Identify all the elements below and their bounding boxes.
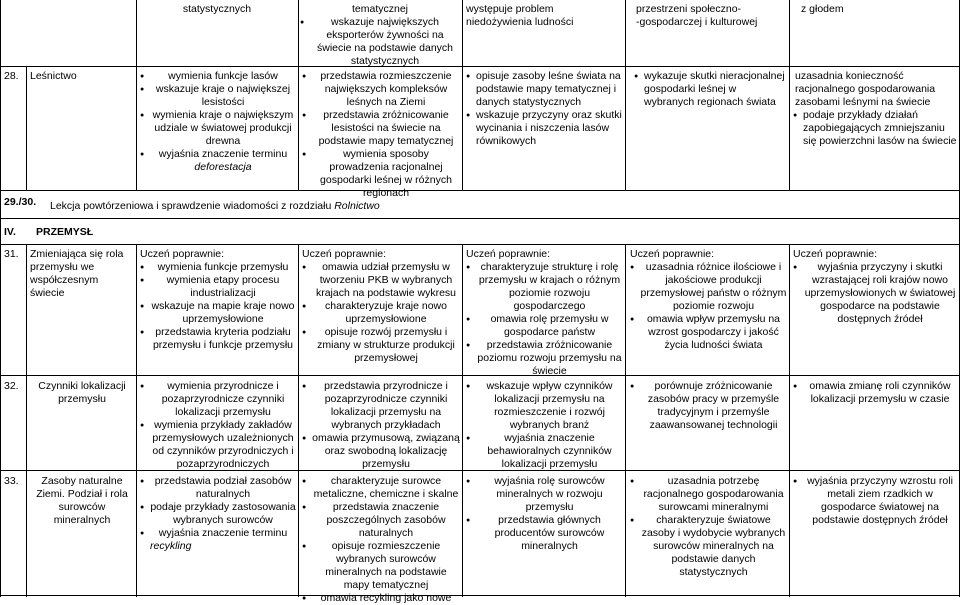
row31-c-item: ● omawia udział przemysłu w tworzeniu PKB w wybranych krajach na podstawie wykresu xyxy=(302,261,460,300)
row32-b-item: ● wymienia przyrodnicze i pozaprzyrodnicze czynniki lokalizacji przemysłu xyxy=(140,380,296,419)
row32-topic-text: Czynniki lokalizacji przemysłu xyxy=(38,380,126,405)
section-top-border xyxy=(0,218,960,219)
row28-number xyxy=(4,70,26,83)
row31-number-text: 31. xyxy=(4,248,19,260)
col-border-1 xyxy=(0,0,1,597)
top-col-d xyxy=(466,3,586,29)
row33-c-item: ● opisuje rozmieszczenie wybranych surowców mineralnych na podstawie mapy tematycznej xyxy=(302,540,460,592)
row33-col-b xyxy=(140,475,296,553)
row28-c-item: ● wymienia sposoby prowadzenia racjonalnej gospodarki leśnej w różnych regionach xyxy=(302,148,460,200)
row32-col-b xyxy=(140,380,296,471)
row31-b-head: Uczeń poprawnie: xyxy=(140,248,225,260)
section-title xyxy=(36,226,186,239)
row31-f-item: ● wyjaśnia przyczyny i skutki wzrastającej roli krajów nowo uprzemysłowionych w światowej gospodarce na podstawie dostępnych źródeł xyxy=(793,261,957,326)
row28-top-border xyxy=(0,66,960,67)
section-title-text: PRZEMYSŁ xyxy=(36,226,94,238)
row28-col-c xyxy=(302,70,460,200)
row28-b-item: ● wyjaśnia znaczenie terminu xyxy=(140,148,296,161)
row28-d-item: ● opisuje zasoby leśne świata na podstawie mapy tematycznej i danych statystycznych xyxy=(466,70,623,109)
row33-topic xyxy=(30,475,134,527)
row31-c-item: ● charakteryzuje kraje nowo uprzemysłowione xyxy=(302,300,460,326)
row28-d-item: ● wskazuje przyczyny oraz skutki wycinania i niszczenia lasów równikowych xyxy=(466,109,623,148)
row32-c-item: ● omawia przymusową, związaną oraz swobodną lokalizację przemysłu xyxy=(302,432,460,471)
row28-col-b xyxy=(140,70,296,174)
row33-e-item: ● uzasadnia potrzebę racjonalnego gospodarowania surowcami mineralnymi xyxy=(630,475,787,514)
row32-col-f xyxy=(793,380,957,406)
row32-e-item: ● porównuje zróżnicowanie zasobów pracy w przemyśle tradycyjnym i przemyśle zaawansowanej technologii xyxy=(630,380,787,432)
bottom-border xyxy=(0,595,960,596)
row28-col-e xyxy=(634,70,787,109)
row28-b-item: ● wymienia funkcje lasów xyxy=(140,70,296,83)
row32-f-item: ● omawia zmianę roli czynników lokalizacji przemysłu w czasie xyxy=(793,380,957,406)
row32-col-c xyxy=(302,380,460,471)
col-border-4 xyxy=(298,0,299,190)
col-border-2 xyxy=(26,66,27,190)
col-border-6 xyxy=(625,0,626,190)
row32-col-e xyxy=(630,380,787,432)
col-border-6b xyxy=(625,244,626,597)
row32-b-item: ● wymienia przykłady zakładów przemysłowych uzależnionych od czynników przyrodniczych i pozaprzyrodniczych xyxy=(140,419,296,471)
row31-col-d xyxy=(466,248,623,378)
row31-number xyxy=(4,248,26,261)
col-border-5 xyxy=(462,0,463,190)
row28-number-text: 28. xyxy=(4,70,19,82)
row32-c-item: ● przedstawia przyrodnicze i pozaprzyrodnicze czynniki lokalizacji przemysłu na wybranych przykładach xyxy=(302,380,460,432)
row31-b-item: ● wymienia funkcje przemysłu xyxy=(140,261,296,274)
row31-c-head: Uczeń poprawnie: xyxy=(302,248,387,260)
col-border-5b xyxy=(462,244,463,597)
top-col-d-text: występuje problem niedożywienia ludności xyxy=(466,3,574,28)
row31-col-c xyxy=(302,248,460,365)
row31-b-item: ● wymienia etapy procesu industrializacji xyxy=(140,274,296,300)
row29-number xyxy=(4,196,44,209)
col-border-7 xyxy=(789,0,790,190)
top-col-b-text: statystycznych xyxy=(182,3,252,15)
row31-d-item: ● omawia rolę przemysłu w gospodarce państw xyxy=(466,313,623,339)
row29-text-italic: Rolnictwo xyxy=(334,200,380,212)
row31-d-item: ● charakteryzuje strukturę i rolę przemysłu w krajach o różnym poziomie rozwoju gospodarczego xyxy=(466,261,623,313)
row31-d-head: Uczeń poprawnie: xyxy=(466,248,551,260)
row33-topic-text: Zasoby naturalne Ziemi. Podział i rola surowców mineralnych xyxy=(36,475,128,526)
row33-number xyxy=(4,475,26,488)
row33-c-item: ● charakteryzuje surowce metaliczne, chemiczne i skalne xyxy=(302,475,460,501)
row33-col-f xyxy=(793,475,957,527)
row32-topic xyxy=(30,380,134,406)
row31-d-item: ● przedstawia zróżnicowanie poziomu rozwoju przemysłu na świecie xyxy=(466,339,623,378)
row28-b-item: ● wskazuje kraje o największej lesistości xyxy=(140,83,296,109)
row33-b-term: recykling xyxy=(150,540,192,552)
top-col-c-item: ● wskazuje największych eksporterów żywności na świecie na podstawie danych statystycznych xyxy=(300,16,460,68)
row31-c-item: ● opisuje rozwój przemysłu i zmiany w strukturze produkcji przemysłowej xyxy=(302,326,460,365)
row33-col-d xyxy=(466,475,623,553)
col-border-3b xyxy=(136,244,137,597)
row31-topic xyxy=(30,248,134,300)
row33-number-text: 33. xyxy=(4,475,19,487)
row28-c-item: ● przedstawia rozmieszczenie największych kompleksów leśnych na Ziemi xyxy=(302,70,460,109)
col-border-3 xyxy=(136,0,137,190)
top-col-c xyxy=(300,3,460,68)
top-col-e xyxy=(636,3,786,29)
row31-topic-text: Zmieniająca się rola przemysłu we współczesnym świecie xyxy=(30,248,124,299)
top-col-f-text: z głodem xyxy=(801,3,844,15)
row31-b-item: ● wskazuje na mapie kraje nowo uprzemysłowione xyxy=(140,300,296,326)
top-col-c-line0: tematycznej xyxy=(351,3,409,15)
row28-b-term: deforestacja xyxy=(194,161,252,173)
top-col-e-line1: -gospodarczej i kulturowej xyxy=(636,16,758,28)
row32-col-d xyxy=(466,380,623,471)
row28-col-f xyxy=(793,70,957,148)
row28-col-d xyxy=(466,70,623,148)
row32-d-item: ● wyjaśnia znaczenie behawioralnych czynników lokalizacji przemysłu xyxy=(466,432,623,471)
row31-top-border xyxy=(0,244,960,245)
top-col-b xyxy=(138,3,296,16)
row33-b-item: ● wyjaśnia znaczenie terminu xyxy=(140,527,296,540)
section-number-text: IV. xyxy=(4,226,16,238)
row31-e-head: Uczeń poprawnie: xyxy=(630,248,715,260)
top-col-e-line0: przestrzeni społeczno- xyxy=(636,3,742,15)
row32-number-text: 32. xyxy=(4,380,19,392)
row33-c-item: ● przedstawia znaczenie poszczególnych zasobów naturalnych xyxy=(302,501,460,540)
row33-b-item: ● przedstawia podział zasobów naturalnych xyxy=(140,475,296,501)
section-number xyxy=(4,226,34,239)
row28-topic xyxy=(30,70,134,83)
col-border-2b xyxy=(26,244,27,597)
row33-f-item: ● wyjaśnia przyczyny wzrostu roli metali ziem rzadkich w gospodarce światowej na podstawie dostępnych źródeł xyxy=(793,475,957,527)
row33-col-c xyxy=(302,475,460,605)
row33-b-item: ● podaje przykłady zastosowania wybranych surowców xyxy=(140,501,296,527)
col-border-4b xyxy=(298,244,299,597)
row32-d-item: ● wskazuje wpływ czynników lokalizacji przemysłu na rozmieszczenie i rozwój wybranych branż xyxy=(466,380,623,432)
row33-e-item: ● charakteryzuje światowe zasoby i wydobycie wybranych surowców mineralnych na podstawie danych statystycznych xyxy=(630,514,787,579)
row29-number-text: 29./30. xyxy=(4,196,37,208)
row31-col-b xyxy=(140,248,296,352)
row29-text-main: Lekcja powtórzeniowa i sprawdzenie wiadomości z rozdziału xyxy=(50,200,335,212)
row33-col-e xyxy=(630,475,787,579)
row31-col-e xyxy=(630,248,787,352)
row28-f-item: ● podaje przykłady działań zapobiegających zmniejszaniu się powierzchni lasów na świecie xyxy=(793,109,957,148)
col-border-7b xyxy=(789,244,790,597)
row29-top-border xyxy=(0,190,960,191)
row33-c-item: ● omawia recykling jako nowe xyxy=(302,592,460,605)
row31-b-item: ● przedstawia kryteria podziału przemysłu i funkcje przemysłu xyxy=(140,326,296,352)
row33-d-item: ● wyjaśnia rolę surowców mineralnych w rozwoju przemysłu xyxy=(466,475,623,514)
row31-f-head: Uczeń poprawnie: xyxy=(793,248,878,260)
row28-e-item: ● wykazuje skutki nieracjonalnej gospodarki leśnej w wybranych regionach świata xyxy=(634,70,787,109)
row28-b-item: ● wymienia kraje o największym udziale w światowej produkcji drewna xyxy=(140,109,296,148)
row33-d-item: ● przedstawia głównych producentów surowców mineralnych xyxy=(466,514,623,553)
top-col-f xyxy=(801,3,951,16)
row31-col-f xyxy=(793,248,957,326)
row31-e-item: ● omawia wpływ przemysłu na wzrost gospodarczy i jakość życia ludności świata xyxy=(630,313,787,352)
row32-number xyxy=(4,380,26,393)
row28-c-item: ● przedstawia zróżnicowanie lesistości na świecie na podstawie mapy tematycznej xyxy=(302,109,460,148)
row28-topic-text: Leśnictwo xyxy=(30,70,77,82)
row28-f-item: uzasadnia konieczność racjonalnego gospodarowania zasobami leśnymi na świecie xyxy=(795,70,936,108)
row31-e-item: ● uzasadnia różnice ilościowe i jakościowe produkcji przemysłowej państw o różnym poziomie rozwoju xyxy=(630,261,787,313)
row29-text xyxy=(50,200,450,213)
